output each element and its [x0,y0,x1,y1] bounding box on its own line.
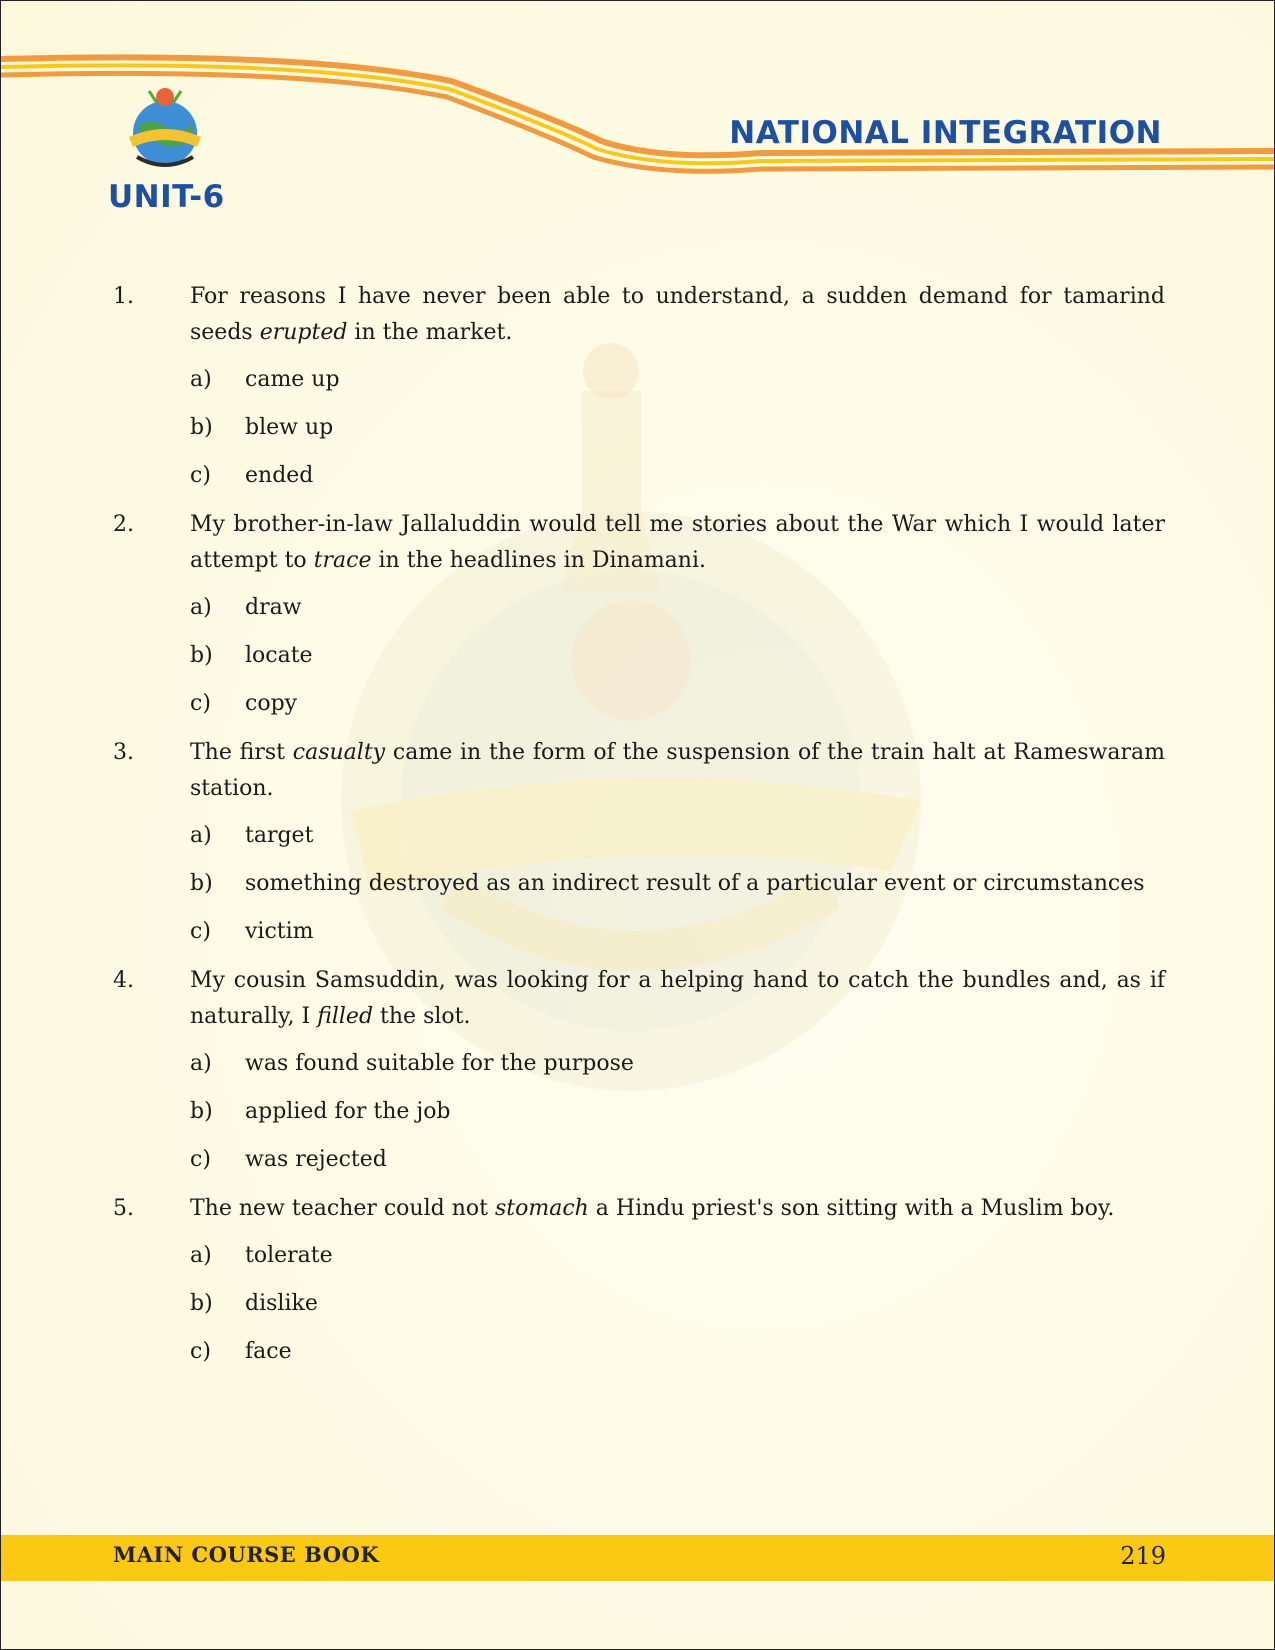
option-item [190,1047,1165,1081]
option-text: something destroyed as an indirect result of a particular event or circumstances [245,871,1145,896]
option-text: was rejected [245,1147,387,1172]
page-number: 219 [1120,1542,1166,1570]
question-text-after: a Hindu priest's son sitting with a Muslim boy. [588,1196,1115,1221]
option-letter: c) [190,691,211,716]
option-list [190,819,1165,949]
option-list [190,591,1165,721]
option-list [190,1047,1165,1177]
option-letter: c) [190,1147,211,1172]
cce-logo-icon [119,81,211,177]
option-letter: b) [190,415,213,440]
option-item [190,591,1165,625]
question-keyword: trace [313,548,372,573]
option-letter: c) [190,1339,211,1364]
option-letter: a) [190,367,212,392]
option-letter: a) [190,1051,212,1076]
unit-label: UNIT-6 [108,179,225,215]
option-text: ended [245,463,314,488]
question-number: 5. [113,1196,134,1221]
question-text [190,963,1165,1035]
option-item [190,687,1165,721]
question-text-after: in the market. [347,320,513,345]
option-item [190,411,1165,445]
option-letter: a) [190,595,212,620]
question-text-after: came in the form of the suspension of the train halt at Rameswaram station. [190,740,1165,801]
option-item [190,1335,1165,1369]
question-text-before: My cousin Samsuddin, was looking for a helping hand to catch the bundles and, as if naturally, I [190,968,1165,1029]
option-text: target [245,823,314,848]
option-item [190,639,1165,673]
option-item [190,1239,1165,1273]
question-row [113,735,1165,807]
question-text-before: The new teacher could not [190,1196,495,1221]
question-number: 2. [113,512,134,537]
option-letter: b) [190,871,213,896]
question-row [113,963,1165,1035]
question-keyword: stomach [494,1196,589,1221]
option-item [190,867,1165,901]
option-letter: b) [190,643,213,668]
question-text [190,1191,1165,1227]
question-item [113,279,1165,493]
question-item [113,1191,1165,1369]
option-text: draw [245,595,302,620]
question-keyword: filled [317,1004,374,1029]
question-text-after: in the headlines in Dinamani. [371,548,706,573]
option-letter: a) [190,1243,212,1268]
question-item [113,507,1165,721]
question-list [113,279,1165,1383]
option-text: copy [245,691,298,716]
question-text-before: The first [190,740,293,765]
option-item [190,915,1165,949]
question-item [113,735,1165,949]
option-letter: b) [190,1291,213,1316]
question-text-after: the slot. [373,1004,471,1029]
option-letter: c) [190,919,211,944]
option-text: blew up [245,415,334,440]
option-text: applied for the job [245,1099,451,1124]
question-row [113,279,1165,351]
question-text-before: For reasons I have never been able to understand, a sudden demand for tamarind seeds [190,284,1165,345]
question-keyword: erupted [259,320,348,345]
question-text-before: My brother-in-law Jallaluddin would tell me stories about the War which I would later attempt to [190,512,1165,573]
option-item [190,1095,1165,1129]
question-number: 1. [113,284,134,309]
option-list [190,363,1165,493]
option-text: was found suitable for the purpose [245,1051,634,1076]
option-text: locate [245,643,313,668]
option-text: victim [245,919,314,944]
option-item [190,1143,1165,1177]
chapter-title: NATIONAL INTEGRATION [729,115,1162,151]
question-text [190,735,1165,807]
question-number: 4. [113,968,134,993]
option-letter: a) [190,823,212,848]
option-item [190,819,1165,853]
option-item [190,1287,1165,1321]
question-row [113,1191,1165,1227]
option-item [190,459,1165,493]
option-text: came up [245,367,340,392]
question-number: 3. [113,740,134,765]
option-letter: b) [190,1099,213,1124]
option-letter: c) [190,463,211,488]
question-text [190,507,1165,579]
question-row [113,507,1165,579]
question-item [113,963,1165,1177]
footer-book-title: MAIN COURSE BOOK [113,1542,380,1567]
question-keyword: casualty [292,740,386,765]
option-item [190,363,1165,397]
option-text: dislike [245,1291,318,1316]
option-text: face [245,1339,292,1364]
option-text: tolerate [245,1243,333,1268]
option-list [190,1239,1165,1369]
question-text [190,279,1165,351]
